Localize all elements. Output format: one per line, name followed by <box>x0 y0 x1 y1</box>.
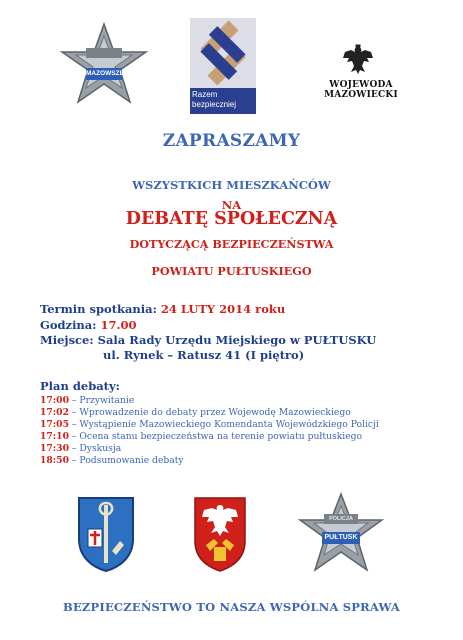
powiat-crest <box>192 495 248 573</box>
meeting-address: ul. Rynek – Ratusz 41 (I piętro) <box>103 348 305 362</box>
meeting-place-row <box>40 333 376 347</box>
plan-item-time: 17:02 <box>40 407 69 418</box>
razem-bezpieczniej-text: Razem bezpieczniej <box>192 90 237 109</box>
meeting-time-row <box>40 318 137 332</box>
place-value: Sala Rady Urzędu Miejskiego w PUŁTUSKU <box>97 333 377 347</box>
plan-item-text: – Wystąpienie Mazowieckiego Komendanta Wojewódzkiego Policji <box>71 419 379 430</box>
time-value: 17.00 <box>100 318 137 332</box>
plan-item-text: – Wprowadzenie do debaty przez Wojewodę Mazowieckiego <box>71 407 351 418</box>
police-star-city-label: PUŁTUSK <box>324 534 358 541</box>
plan-item-text: – Przywitanie <box>71 395 135 406</box>
police-star-icon <box>58 22 150 114</box>
plan-item-time: 18:50 <box>40 455 69 466</box>
plan-item-time: 17:10 <box>40 431 69 442</box>
police-mazowsze-logo <box>58 22 150 114</box>
zapraszamy-heading: ZAPRASZAMY <box>162 131 301 151</box>
plan-item <box>40 455 184 466</box>
plan-item-text: – Ocena stanu bezpieczeństwa na terenie powiatu pułtuskiego <box>71 431 363 442</box>
na-line: NA <box>221 198 242 212</box>
police-star-top-label: POLICJA <box>329 516 353 522</box>
eagle-shield-icon <box>192 495 248 573</box>
time-label: Godzina: <box>40 318 97 332</box>
plan-item <box>40 443 121 454</box>
date-value: 24 LUTY 2014 roku <box>160 302 286 316</box>
plan-item-text: – Podsumowanie debaty <box>71 455 184 466</box>
plan-item-time: 17:00 <box>40 395 69 406</box>
plan-item-time: 17:05 <box>40 419 69 430</box>
plan-item <box>40 407 351 418</box>
residents-line: WSZYSTKICH MIESZKAŃCÓW <box>132 178 331 192</box>
date-label: Termin spotkania: <box>40 302 157 316</box>
police-pultusk-logo <box>296 492 386 578</box>
wojewoda-text: WOJEWODA MAZOWIECKI <box>324 80 398 100</box>
plan-item <box>40 431 362 442</box>
meeting-date-row <box>40 302 285 316</box>
interlock-icon <box>190 18 256 88</box>
police-star-label: MAZOWSZE <box>86 70 124 77</box>
pultusk-city-crest <box>76 495 136 573</box>
razem-bezpieczniej-logo <box>190 18 256 114</box>
plan-item-text: – Dyskusja <box>71 443 122 454</box>
plan-item <box>40 419 379 430</box>
plan-item-time: 17:30 <box>40 443 69 454</box>
crest-icon <box>76 495 136 573</box>
regarding-line: DOTYCZĄCĄ BEZPIECZEŃSTWA <box>129 237 334 251</box>
footer-slogan: BEZPIECZEŃSTWO TO NASZA WSPÓLNA SPRAWA <box>63 600 400 614</box>
eagle-icon <box>341 44 375 76</box>
debate-title: DEBATĘ SPOŁECZNĄ <box>125 209 338 229</box>
plan-title: Plan debaty: <box>40 379 120 393</box>
place-label: Miejsce: <box>40 333 94 347</box>
plan-item <box>40 395 134 406</box>
district-line: POWIATU PUŁTUSKIEGO <box>151 264 312 278</box>
wojewoda-logo <box>305 44 417 100</box>
